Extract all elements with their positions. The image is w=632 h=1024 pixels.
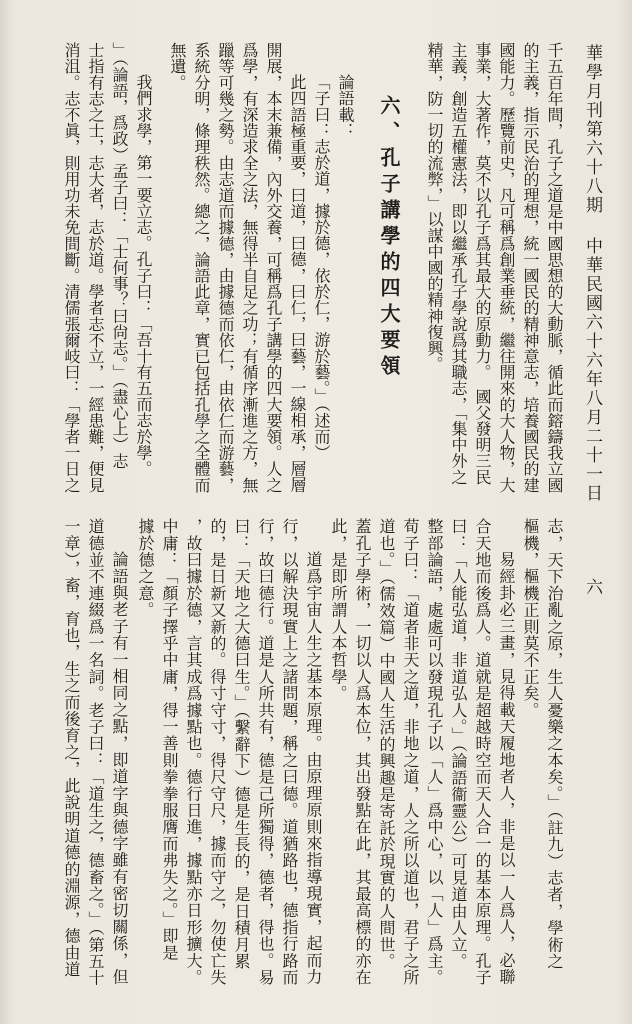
text-column: 荀子曰：「道者非天之道，非地之道，人之所以道也，君子之所 <box>401 518 420 986</box>
text-column: 道也。」（儒效篇）中國人生活的興趣是寄託於現實的人間世。 <box>377 518 396 970</box>
text-column: 易經卦必三畫，見得載天履地者人，非是以一人爲人，必聯 <box>497 551 516 986</box>
text-column: 行，故曰德行。道是人所共有，德是己所獨得，德者，得也。易 <box>256 518 275 986</box>
text-column: 整部論語，處處可以發現孔子以「人」爲中心，以「人」爲主。 <box>425 518 444 986</box>
text-column: 千五百年間，孔子之道是中國思想的大動脈，循此而鎔鑄我立國 <box>545 42 564 493</box>
quote-column: 「子曰：志於道，據於德，依於仁，游於藝。」（述而） <box>312 74 331 461</box>
text-column: 國能力。歷覽前史，凡可稱爲創業垂統，繼往開來的大人物，大 <box>497 42 516 493</box>
text-column: 精華，防一切的流弊，」以謀中國的精神復興。 <box>425 42 444 373</box>
text-column: 無遺。 <box>168 42 187 91</box>
journal-header <box>580 44 604 503</box>
text-column: ，故曰據於德，言其成爲據點也。德行日進，據點亦日形擴大。 <box>184 518 203 986</box>
text-column: 此四語極重要，曰道，曰德，曰仁，曰藝，一線相承，層層 <box>288 74 307 493</box>
page-number: 六 <box>582 578 602 595</box>
text-column: 志，天下治亂之原，生人憂樂之本矣。」（註九）志者，學術之 <box>545 518 564 970</box>
text-column: 中庸：「顏子擇乎中庸，得一善則拳拳服膺而弗失之。」即是 <box>160 518 179 961</box>
text-column: 曰：「人能弘道，非道弘人。」（論語衞靈公）可見道由人立。 <box>449 518 468 970</box>
text-column: 此，是即所謂人本哲學。 <box>329 518 348 702</box>
text-column: 開展，本末兼備，內外交養，可稱爲孔子講學的四大要領。人之 <box>264 42 283 493</box>
text-column: 蓋孔子學術，一切以人爲本位，其出發點在此，其最高標的亦在 <box>353 518 372 986</box>
text-column: 」（論語，爲政）孟子曰：「士何事？曰尙志。」（盡心上）志 <box>110 42 129 469</box>
text-column: 事業，大著作，莫不以孔子爲其最大的原動力。 國父發明三民 <box>473 42 492 485</box>
text-column: 爲學，有深造求全之法，無得半自足之功；有循序漸進之方，無 <box>240 42 259 493</box>
text-column: 主義，創造五權憲法，即以繼承孔子學說爲其職志，「集中外之 <box>449 42 468 485</box>
text-column: 行，以解決現實上之諸問題，稱之曰德。道猶路也，德指行路而 <box>280 518 299 986</box>
header-date: 中華民國六十六年八月二十一日 <box>582 237 602 503</box>
journal-issue: 華學月刊第六十八期 <box>582 44 602 215</box>
section-heading: 六、孔子講學的四大要領 <box>377 95 401 381</box>
text-column: 樞機，樞機正則莫不正矣。 <box>521 518 540 719</box>
text-column: 據於德之意。 <box>136 518 155 619</box>
text-column: 論語與老子有一相同之點，即道字與德字雖有密切關係，但 <box>110 551 129 986</box>
text-column: 消沮。志不眞，則用功未免間斷。清儒張爾岐曰：「學者一日之 <box>62 42 81 493</box>
text-column: 系統分明，條理秩然。總之，論語此章，實已包括孔學之全體而 <box>192 42 211 493</box>
text-column: 曰：「天地之大德曰生。」（繫辭下）德是生長的，是日積月累 <box>232 518 251 970</box>
text-column: 道德並不連綴爲一名詞。老子曰：「道生之，德畜之。」（第五十 <box>86 518 105 987</box>
text-column: 我們求學，第一要立志。孔子曰：「吾十有五而志於學。 <box>134 74 153 477</box>
text-column: 士指有志之士，志大者，志於道。學者志不立，一經患難，便見 <box>86 42 105 493</box>
text-column: 的，是日新又新的。得寸守寸，得尺守尺，據而守之，勿使亡失 <box>208 518 227 986</box>
text-column: 合天地而後爲人。道就是超越時空而天人合一的基本原理。孔子 <box>473 518 492 986</box>
text-column: 道爲宇宙人生之基本原理。由原理原則來指導現實，起而力 <box>304 551 323 986</box>
text-column: 的主義，指示民治的理想，統一國民的精神意志，培養國民的建 <box>521 42 540 493</box>
text-column: 一章），畜，育也，生之而後育之，此說明道德的淵源，德由道 <box>62 518 81 978</box>
text-column: 論語載： <box>336 74 355 139</box>
text-column: 躐等可幾之勢。由志道而據德，由據德而依仁，由依仁而游藝， <box>216 42 235 493</box>
